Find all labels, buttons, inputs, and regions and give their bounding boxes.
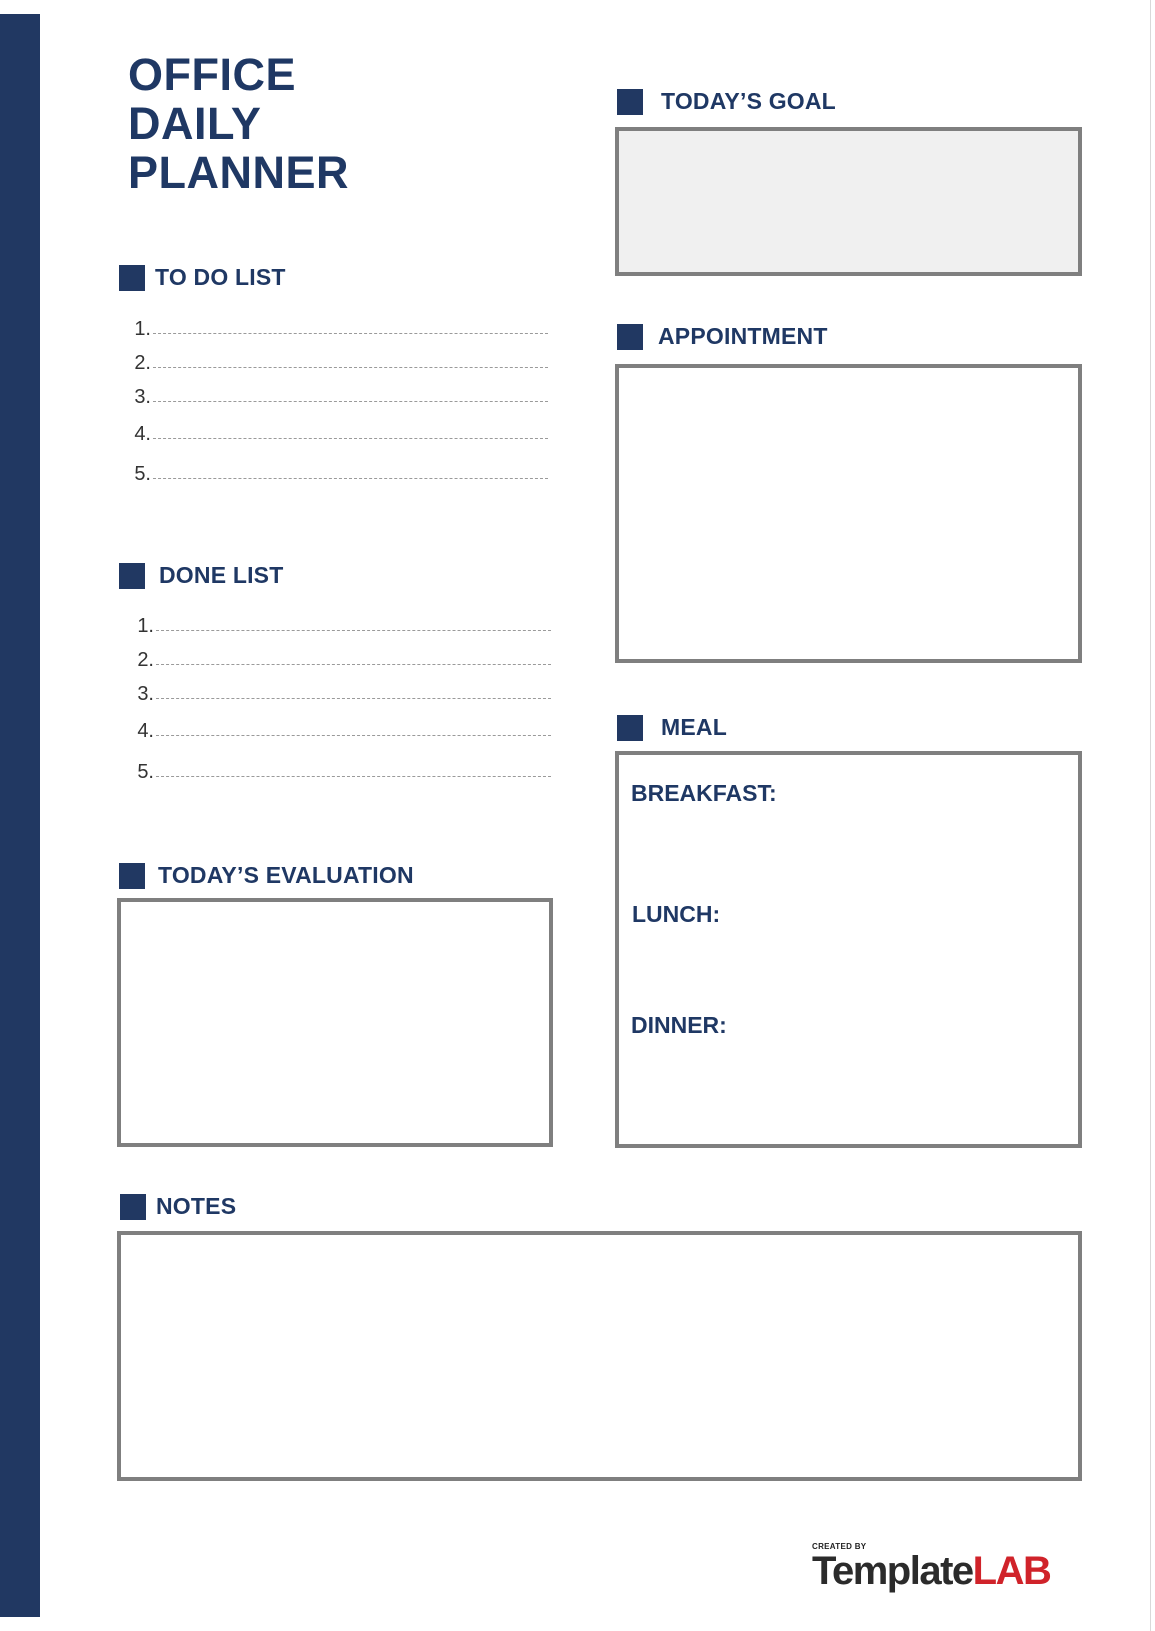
section-goal-header — [617, 88, 836, 115]
page-title — [128, 50, 349, 197]
section-meal-header — [617, 714, 727, 741]
todo-item[interactable] — [127, 352, 548, 374]
todo-item-number: 1. — [134, 318, 151, 340]
done-item-line[interactable] — [156, 776, 551, 777]
done-item-number: 3. — [137, 683, 154, 705]
logo-brand-lab: LAB — [972, 1549, 1051, 1593]
todo-item[interactable] — [127, 386, 548, 408]
done-item[interactable] — [130, 761, 551, 783]
done-item[interactable] — [130, 649, 551, 671]
section-marker-icon — [119, 563, 145, 589]
section-marker-icon — [617, 89, 643, 115]
title-line-2: DAILY — [128, 98, 262, 149]
todo-item-number: 4. — [134, 423, 151, 445]
todo-item-line[interactable] — [153, 367, 548, 368]
todo-item-number: 2. — [134, 352, 151, 374]
section-marker-icon — [617, 715, 643, 741]
section-goal-label: TODAY’S GOAL — [661, 88, 836, 114]
notes-box[interactable] — [117, 1231, 1082, 1481]
meal-dinner-label: DINNER: — [631, 1012, 727, 1038]
meal-breakfast-label: BREAKFAST: — [631, 780, 777, 806]
done-item[interactable] — [130, 720, 551, 742]
evaluation-box[interactable] — [117, 898, 553, 1147]
todo-item[interactable] — [127, 423, 548, 445]
section-marker-icon — [119, 863, 145, 889]
section-done-header — [119, 562, 283, 589]
templatelab-logo — [812, 1542, 1050, 1591]
todo-item-number: 3. — [134, 386, 151, 408]
done-item-line[interactable] — [156, 630, 551, 631]
todo-item-line[interactable] — [153, 438, 548, 439]
goal-box[interactable] — [615, 127, 1082, 276]
section-appointment-label: APPOINTMENT — [658, 323, 828, 349]
page-right-edge — [1150, 0, 1151, 1631]
section-marker-icon — [119, 265, 145, 291]
done-item[interactable] — [130, 683, 551, 705]
todo-item[interactable] — [127, 463, 548, 485]
done-item-number: 1. — [137, 615, 154, 637]
todo-item-number: 5. — [134, 463, 151, 485]
logo-wordmark — [812, 1551, 1050, 1591]
logo-brand-template: Template — [812, 1549, 973, 1593]
section-appointment-header — [617, 323, 828, 350]
title-line-3: PLANNER — [128, 147, 350, 198]
section-notes-label: NOTES — [156, 1193, 237, 1219]
sidebar-accent-bar — [0, 14, 40, 1617]
done-item-number: 5. — [137, 761, 154, 783]
meal-lunch-label: LUNCH: — [632, 901, 721, 927]
done-item-number: 2. — [137, 649, 154, 671]
done-item-line[interactable] — [156, 664, 551, 665]
section-evaluation-label: TODAY’S EVALUATION — [158, 862, 414, 888]
done-item-line[interactable] — [156, 698, 551, 699]
section-done-label: DONE LIST — [159, 562, 284, 588]
title-line-1: OFFICE — [128, 49, 296, 100]
done-item-line[interactable] — [156, 735, 551, 736]
section-todo-label: TO DO LIST — [155, 264, 286, 290]
section-todo-header — [119, 264, 286, 291]
done-item-number: 4. — [137, 720, 154, 742]
logo-created-by: CREATED BY — [812, 1542, 867, 1551]
section-evaluation-header — [119, 862, 414, 889]
section-meal-label: MEAL — [661, 714, 727, 740]
top-margin — [0, 0, 1155, 14]
todo-item[interactable] — [127, 318, 548, 340]
todo-item-line[interactable] — [153, 401, 548, 402]
done-item[interactable] — [130, 615, 551, 637]
section-notes-header — [120, 1193, 236, 1220]
appointment-box[interactable] — [615, 364, 1082, 663]
section-marker-icon — [617, 324, 643, 350]
todo-item-line[interactable] — [153, 333, 548, 334]
todo-item-line[interactable] — [153, 478, 548, 479]
meal-box[interactable] — [615, 751, 1082, 1148]
section-marker-icon — [120, 1194, 146, 1220]
